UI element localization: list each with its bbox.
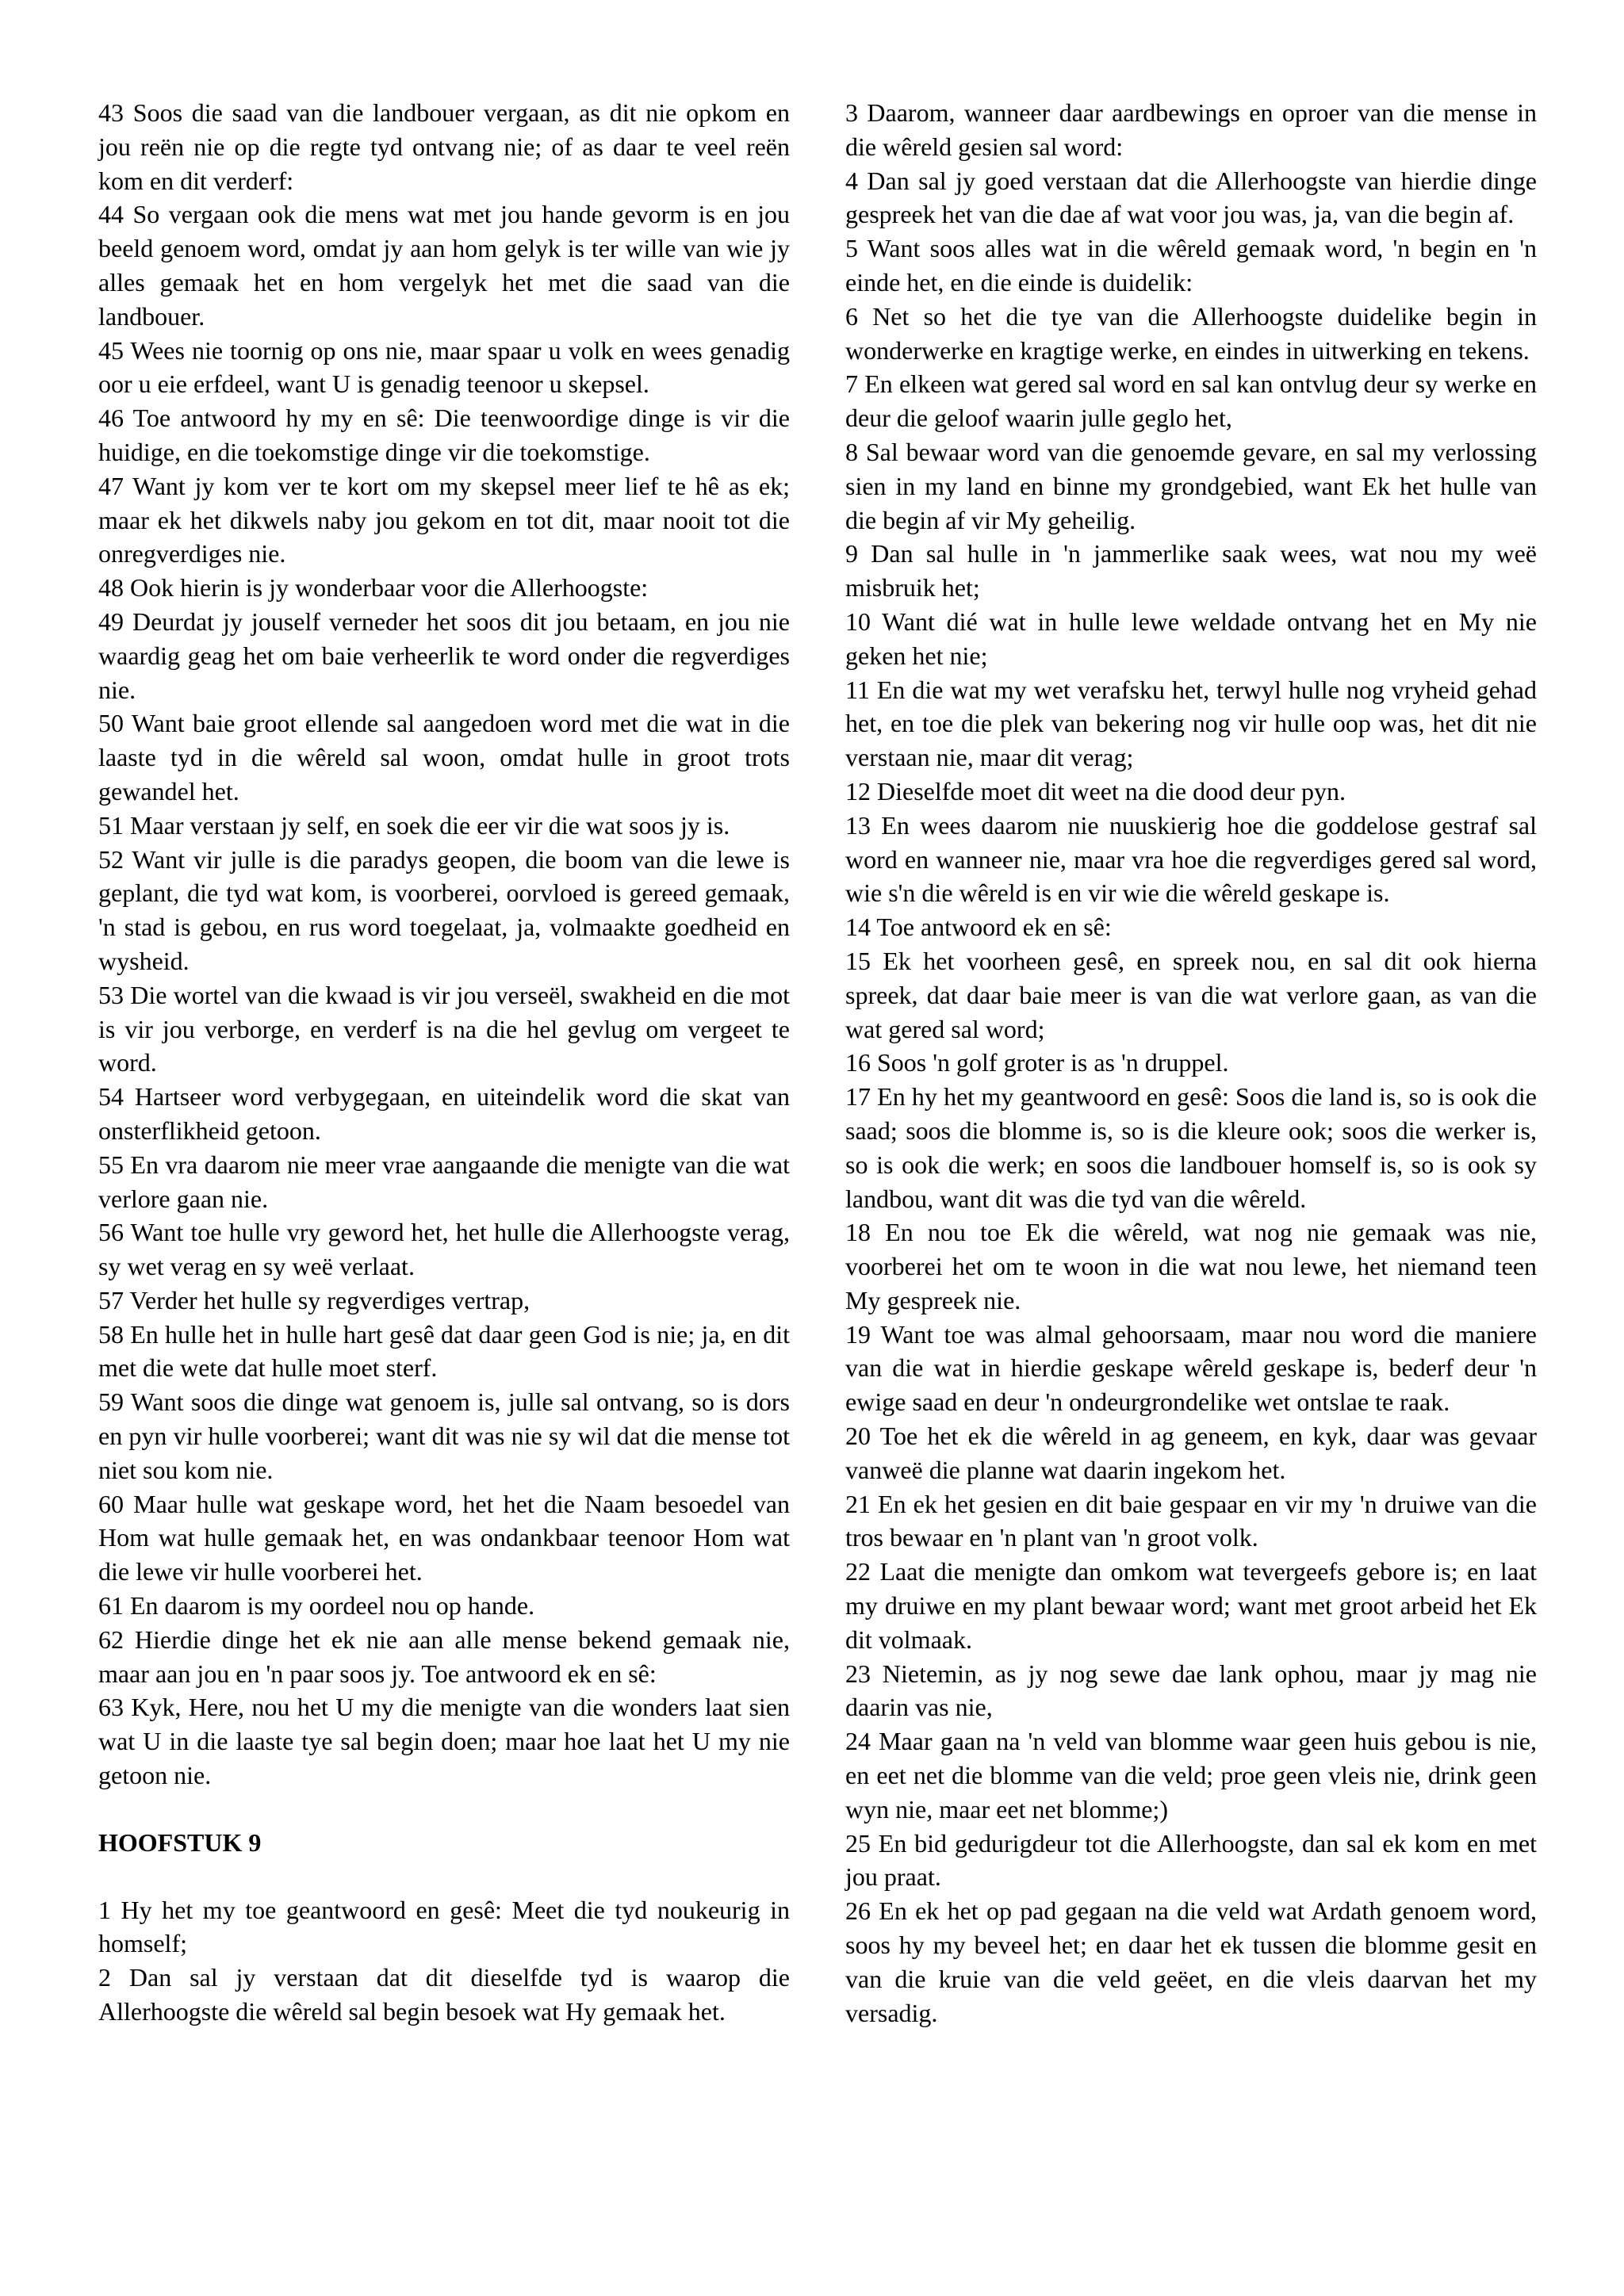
verse-paragraph: 19 Want toe was almal gehoorsaam, maar nou word die maniere van die wat in hierdie geskape wêreld geskape is, bederf deur 'n ewige saad en deur 'n ondeurgrondelike wet ontslae te raak. xyxy=(845,1319,1537,1417)
verse-list-ch8 xyxy=(98,96,790,1793)
left-column xyxy=(98,96,790,2029)
verse-paragraph: 53 Die wortel van die kwaad is vir jou verseël, swakheid en die mot is vir jou verborge, en verderf is na die hel gevlug om vergeet te word. xyxy=(98,980,790,1077)
verse-paragraph: 57 Verder het hulle sy regverdiges vertrap, xyxy=(98,1285,530,1314)
verse-paragraph: 51 Maar verstaan jy self, en soek die eer vir die wat soos jy is. xyxy=(98,810,730,840)
verse-paragraph: 9 Dan sal hulle in 'n jammerlike saak wees, wat nou my weë misbruik het; xyxy=(845,539,1537,603)
verse-paragraph: 46 Toe antwoord hy my en sê: Die teenwoordige dinge is vir die huidige, en die toekomstige dinge vir die toekomstige. xyxy=(98,404,790,466)
verse-paragraph: 18 En nou toe Ek die wêreld, wat nog nie gemaak was nie, voorberei het om te woon in die wat nou lewe, het niemand teen My gespreek nie. xyxy=(845,1218,1537,1314)
verse-paragraph: 14 Toe antwoord ek en sê: xyxy=(845,913,1112,942)
verse-paragraph: 23 Nietemin, as jy nog sewe dae lank ophou, maar jy mag nie daarin vas nie, xyxy=(845,1659,1537,1722)
verse-paragraph: 16 Soos 'n golf groter is as 'n druppel. xyxy=(845,1048,1229,1077)
verse-paragraph: 11 En die wat my wet verafsku het, terwyl hulle nog vryheid gehad het, en toe die plek van bekering nog vir hulle oop was, het dit nie verstaan nie, maar dit verag; xyxy=(845,675,1537,772)
verse-paragraph: 59 Want soos die dinge wat genoem is, julle sal ontvang, so is dors en pyn vir hulle voorberei; want dit was nie sy wil dat die mense tot niet sou kom nie. xyxy=(98,1387,790,1484)
right-column xyxy=(845,96,1537,2030)
verse-paragraph: 7 En elkeen wat gered sal word en sal kan ontvlug deur sy werke en deur die geloof waarin julle geglo het, xyxy=(845,369,1537,433)
verse-paragraph: 2 Dan sal jy verstaan dat dit dieselfde tyd is waarop die Allerhoogste die wêreld sal begin besoek wat Hy gemaak het. xyxy=(98,1963,790,2026)
verse-paragraph: 8 Sal bewaar word van die genoemde gevare, en sal my verlossing sien in my land en binne my grondgebied, want Ek het hulle van die begin af vir My geheilig. xyxy=(845,437,1537,534)
verse-paragraph: 26 En ek het op pad gegaan na die veld wat Ardath genoem word, soos hy my beveel het; en daar het ek tussen die blomme gesit en van die kruie van die veld geëet, en die vleis daarvan het my versadig. xyxy=(845,1896,1537,2027)
verse-paragraph: 47 Want jy kom ver te kort om my skepsel meer lief te hê as ek; maar ek het dikwels naby jou gekom en tot dit, maar nooit tot die onregverdiges nie. xyxy=(98,471,790,568)
verse-paragraph: 4 Dan sal jy goed verstaan dat die Allerhoogste van hierdie dinge gespreek het van die dae af wat voor jou was, ja, van die begin af. xyxy=(845,166,1537,229)
verse-paragraph: 44 So vergaan ook die mens wat met jou hande gevorm is en jou beeld genoem word, omdat jy aan hom gelyk is ter wille van wie jy alles gemaak het en hom vergelyk het met die saad van die landbouer. xyxy=(98,200,790,331)
verse-list-ch9-continued xyxy=(845,96,1537,2030)
verse-paragraph: 58 En hulle het in hulle hart gesê dat daar geen God is nie; ja, en dit met die wete dat hulle moet sterf. xyxy=(98,1319,790,1383)
verse-paragraph: 48 Ook hierin is jy wonderbaar voor die Allerhoogste: xyxy=(98,573,649,603)
verse-paragraph: 54 Hartseer word verbygegaan, en uiteindelik word die skat van onsterflikheid getoon. xyxy=(98,1082,790,1145)
verse-paragraph: 5 Want soos alles wat in die wêreld gemaak word, 'n begin en 'n einde het, en die einde is duidelik: xyxy=(845,234,1537,297)
verse-paragraph: 10 Want dié wat in hulle lewe weldade ontvang het en My nie geken het nie; xyxy=(845,607,1537,670)
verse-paragraph: 43 Soos die saad van die landbouer vergaan, as dit nie opkom en jou reën nie op die regte tyd ontvang nie; of as daar te veel reën kom en dit verderf: xyxy=(98,98,790,195)
verse-paragraph: 20 Toe het ek die wêreld in ag geneem, en kyk, daar was gevaar vanweë die planne wat daarin ingekom het. xyxy=(845,1422,1537,1484)
verse-paragraph: 21 En ek het gesien en dit baie gespaar en vir my 'n druiwe van die tros bewaar en 'n plant van 'n groot volk. xyxy=(845,1489,1537,1552)
verse-paragraph: 6 Net so het die tye van die Allerhoogste duidelike begin in wonderwerke en kragtige werke, en eindes in uitwerking en tekens. xyxy=(845,301,1537,365)
verse-paragraph: 22 Laat die menigte dan omkom wat tevergeefs gebore is; en laat my druiwe en my plant bewaar word; want met groot arbeid het Ek dit volmaak. xyxy=(845,1557,1537,1654)
verse-paragraph: 45 Wees nie toornig op ons nie, maar spaar u volk en wees genadig oor u eie erfdeel, want U is genadig teenoor u skepsel. xyxy=(98,335,790,399)
verse-paragraph: 56 Want toe hulle vry geword het, het hulle die Allerhoogste verag, sy wet verag en sy weë verlaat. xyxy=(98,1218,790,1281)
verse-list-ch9 xyxy=(98,1893,790,2029)
verse-paragraph: 60 Maar hulle wat geskape word, het het die Naam besoedel van Hom wat hulle gemaak het, en was ondankbaar teenoor Hom wat die lewe vir hulle voorberei het. xyxy=(98,1489,790,1586)
verse-paragraph: 13 En wees daarom nie nuuskierig hoe die goddelose gestraf sal word en wanneer nie, maar vra hoe die regverdiges gered sal word, wie s'n die wêreld is en vir wie die wêreld geskape is. xyxy=(845,810,1537,908)
verse-paragraph: 17 En hy het my geantwoord en gesê: Soos die land is, so is ook die saad; soos die blomme is, so is die kleure ook; soos die werker is, so is ook die werk; en soos die landbouer homself is, so is ook sy landbou, want dit was die tyd van die wêreld. xyxy=(845,1082,1537,1213)
verse-paragraph: 62 Hierdie dinge het ek nie aan alle mense bekend gemaak nie, maar aan jou en 'n paar soos jy. Toe antwoord ek en sê: xyxy=(98,1624,790,1688)
verse-paragraph: 1 Hy het my toe geantwoord en gesê: Meet die tyd noukeurig in homself; xyxy=(98,1895,790,1958)
verse-paragraph: 25 En bid gedurigdeur tot die Allerhoogste, dan sal ek kom en met jou praat. xyxy=(845,1828,1537,1892)
verse-paragraph: 61 En daarom is my oordeel nou op hande. xyxy=(98,1591,535,1621)
verse-paragraph: 12 Dieselfde moet dit weet na die dood deur pyn. xyxy=(845,776,1346,806)
verse-paragraph: 50 Want baie groot ellende sal aangedoen word met die wat in die laaste tyd in die wêreld sal woon, omdat hulle in groot trots gewandel het. xyxy=(98,709,790,806)
chapter-heading: HOOFSTUK 9 xyxy=(98,1827,262,1857)
verse-paragraph: 49 Deurdat jy jouself verneder het soos dit jou betaam, en jou nie waardig geag het om baie verheerlik te word onder die regverdiges nie. xyxy=(98,607,790,704)
verse-paragraph: 3 Daarom, wanneer daar aardbewings en oproer van die mense in die wêreld gesien sal word: xyxy=(845,98,1537,161)
verse-paragraph: 52 Want vir julle is die paradys geopen, die boom van die lewe is geplant, die tyd wat kom, is voorberei, oorvloed is gereed gemaak, 'n stad is gebou, en rus word toegelaat, ja, volmaakte goedheid en wysheid. xyxy=(98,844,790,975)
verse-paragraph: 24 Maar gaan na 'n veld van blomme waar geen huis gebou is nie, en eet net die blomme van die veld; proe geen vleis nie, drink geen wyn nie, maar eet net blomme;) xyxy=(845,1727,1537,1823)
verse-paragraph: 55 En vra daarom nie meer vrae aangaande die menigte van die wat verlore gaan nie. xyxy=(98,1150,790,1213)
verse-paragraph: 63 Kyk, Here, nou het U my die menigte van die wonders laat sien wat U in die laaste tye sal begin doen; maar hoe laat het U my nie getoon nie. xyxy=(98,1693,790,1790)
verse-paragraph: 15 Ek het voorheen gesê, en spreek nou, en sal dit ook hierna spreek, dat daar baie meer is van die wat verlore gaan, as van die wat gered sal word; xyxy=(845,946,1537,1043)
